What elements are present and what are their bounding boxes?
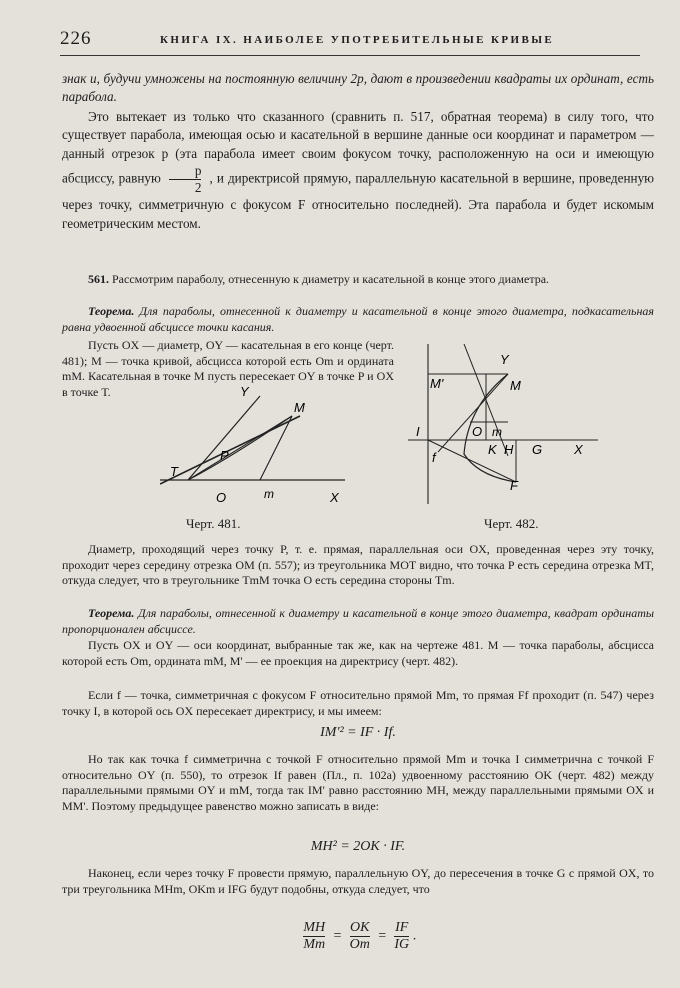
section-intro: Рассмотрим параболу, отнесенную к диаметру и касательной в конце этого диаметра. [112, 272, 550, 286]
fraction-denominator: 2 [194, 180, 202, 196]
equals-1: = [332, 928, 343, 944]
fig1-label-x: X [330, 490, 339, 505]
figure-482-caption: Черт. 482. [484, 516, 539, 531]
figure-481-caption: Черт. 481. [186, 516, 241, 531]
theorem-1 [62, 304, 654, 335]
theorem-2 [62, 606, 654, 637]
frac-c-num: IF [395, 920, 409, 935]
proof-text-end: , и директрисой прямую, параллельную касательной в вершине, проведенную через точку, симметричную с фокусом F относительно последней). Эта парабола и будет искомым геометрическим местом. [62, 170, 655, 231]
section-561 [62, 272, 654, 288]
fig1-label-o: O [216, 490, 227, 505]
fraction-numerator: p [169, 163, 202, 180]
frac-b-num: OK [350, 920, 370, 935]
fig2-label-f: f [432, 450, 436, 465]
theorem-label: Теорема. [88, 606, 135, 620]
equation-2: MH² = 2OK · IF. [310, 839, 406, 854]
fig2-label-y: Y [500, 352, 509, 367]
fig2-label-g: G [532, 442, 543, 457]
header-rule [60, 55, 640, 56]
equation-end: . [413, 928, 417, 944]
fig2-label-o: O [472, 424, 483, 439]
fig1-label-p: P [220, 448, 229, 463]
paragraph-continuation: знак и, будучи умножены на постоянную величину 2p, дают в произведении квадраты их ординат, есть парабола. [62, 71, 654, 105]
theorem-text: Для параболы, отнесенной к диаметру и касательной в конце этого диаметра, подкасательная равна удвоенной абсциссе точки касания. [62, 304, 655, 334]
frac-c-den: IG [394, 937, 410, 952]
paragraph-if: Если f — точка, симметричная с фокусом F относительно прямой Mm, то прямая Ff проходит (п. 547) через точку I, в которой ось OX пересекает директрису, и мы имеем: [62, 688, 654, 718]
paragraph-but: Но так как точка f симметрична с точкой F относительно прямой Mm и точка I симметрична с точкой F относительно OY (п. 550), то отрезок If равен (Пл., п. 102а) удвоенному расстоянию OK (черт. 482) между параллельными прямыми OY и mM, тогда так IM' равно расстоянию MH, между параллельными прямыми OX и MM'. Поэтому предыдущее равенство можно записать в виде: [62, 752, 654, 813]
figure-482 [408, 344, 608, 510]
fig2-label-h: H [504, 442, 514, 457]
figure-481 [160, 384, 360, 510]
fraction-p-over-2 [169, 163, 202, 196]
fig2-label-i: I [416, 424, 420, 439]
page-header [60, 28, 640, 52]
equation-1: IM'² = IF · If. [320, 725, 396, 740]
paragraph-let2: Пусть OX и OY — оси координат, выбранные так же, как на чертеже 481. M — точка параболы, абсцисса которой есть Om, ордината mM, M' — ее проекция на директрису (черт. 482). [62, 638, 654, 668]
frac-a-num: MH [303, 920, 326, 935]
theorem-text: Для параболы, отнесенной к диаметру и касательной в конце этого диаметра, квадрат ординаты пропорционален абсциссе. [62, 606, 654, 636]
frac-a-den: Mm [303, 937, 326, 952]
fig2-label-m-upper: M [510, 378, 521, 393]
fig1-label-m-upper: M [294, 400, 305, 415]
paragraph-diameter: Диаметр, проходящий через точку P, т. е. прямая, параллельная оси OX, проведенная через эту точку, проходит через середину отрезка OM (п. 557); из треугольника MOT видно, что точка P есть середина отрезка MT, откуда следует, что в треугольнике TmM точка O есть середина стороны Tm. [62, 542, 654, 588]
paragraph-proof [62, 108, 654, 233]
fig2-label-x: X [574, 442, 583, 457]
equals-2: = [377, 928, 387, 944]
equation-3 [62, 920, 654, 953]
paragraph-let: Пусть OX — диаметр, OY — касательная в его конце (черт. 481); M — точка кривой, абсцисса которой есть Om и ордината mM. Касательная в точке M пусть пересекает OY в точке P и OX в точке T. [62, 338, 394, 399]
paragraph-final: Наконец, если через точку F провести прямую, параллельную OY, до пересечения в точке G с прямой OX, то три треугольника MHm, OKm и IFG будут подобны, откуда следует, что [62, 866, 654, 896]
fig1-label-t: T [170, 464, 178, 479]
fig1-label-y: Y [240, 384, 249, 399]
page-number: 226 [60, 28, 92, 49]
section-number: 561. [88, 272, 109, 286]
fig2-label-m-prime: M' [430, 376, 444, 391]
running-title: КНИГА IX. НАИБОЛЕЕ УПОТРЕБИТЕЛЬНЫЕ КРИВЫЕ [160, 34, 555, 46]
fig2-label-m: m [492, 425, 502, 439]
fig2-label-f-upper: F [510, 478, 518, 493]
fig2-label-k: K [488, 442, 497, 457]
fig1-label-m: m [264, 487, 274, 501]
theorem-label: Теорема. [88, 304, 135, 318]
frac-b-den: Om [349, 937, 370, 952]
proof-text: Это вытекает из только что сказанного (сравнить п. 517, обратная теорема) в силу того, что существует парабола, имеющая осью и касательной в вершине данные оси координат и параметром — данный отрезок p (эта парабола имеет своим фокусом точку, расположенную на оси и имеющую абсциссу, равную [62, 109, 654, 186]
